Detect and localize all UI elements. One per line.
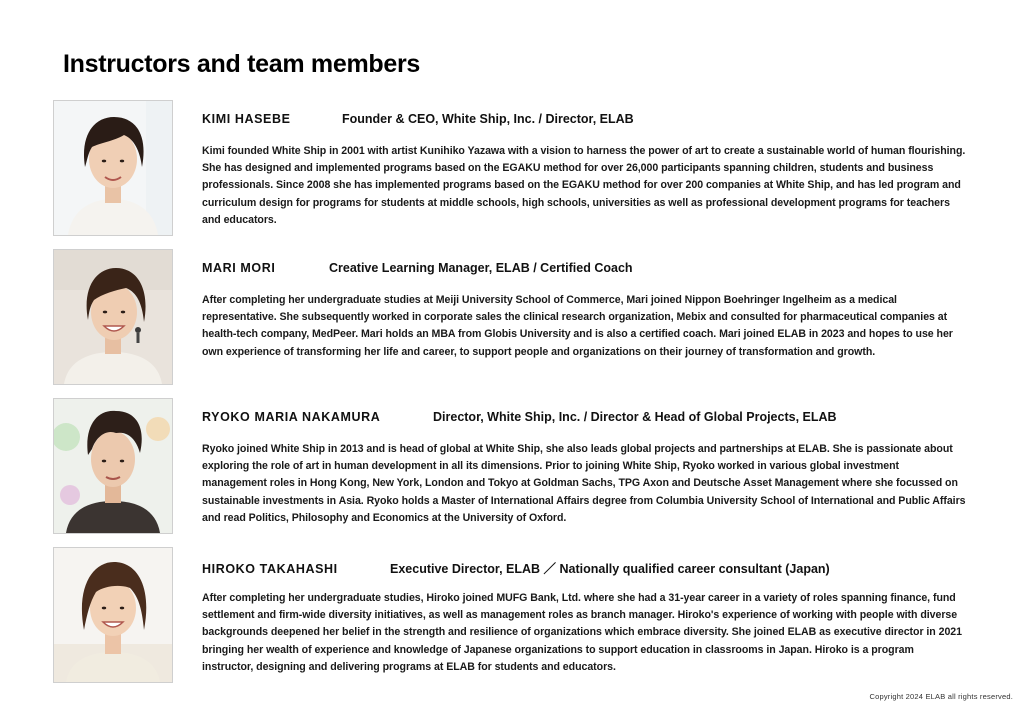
member-name: MARI MORI [202,261,276,275]
portrait-image [54,250,172,384]
member-bio: Kimi founded White Ship in 2001 with artist Kunihiko Yazawa with a vision to harness the power of art to create a sustainable world of human flourishing. She has designed and implemented programs based on the EGAKU method for over 26,000 participants spanning children, students and business professionals. Since 2008 she has implemented programs based on the EGAKU method for over 200 companies at White Ship, and has led program and curriculum design for programs for students at middle schools, high schools, universities as well as professional development programs for teachers and educators. [202,145,966,226]
member-header [202,261,633,275]
member-role: Director, White Ship, Inc. / Director & Head of Global Projects, ELAB [433,410,837,424]
member-name: KIMI HASEBE [202,112,291,126]
member-photo [53,100,173,236]
member-photo [53,547,173,683]
member-bio: Ryoko joined White Ship in 2013 and is head of global at White Ship, she also leads global projects and partnerships at ELAB. She is passionate about exploring the role of art in human development in all its dimensions. Prior to joining White Ship, Ryoko worked in various global investment management roles in Hong Kong, New York, London and Tokyo at Goldman Sachs, TPG Axon and Deutsche Asset Management where she focussed on sustainable investments in Asia. Ryoko holds a Master of International Affairs degree from Columbia University School of International and Public Affairs and read Politics, Philosophy and Economics at the University of Oxford. [202,443,966,524]
member-card-ryoko-maria-nakamura [53,398,973,536]
member-role: Executive Director, ELAB ／ Nationally qualified career consultant (Japan) [390,562,830,576]
portrait-image [54,399,172,533]
member-card-hiroko-takahashi [53,547,973,685]
member-name: RYOKO MARIA NAKAMURA [202,410,381,424]
member-photo [53,398,173,534]
portrait-image [54,101,172,235]
copyright-footer: Copyright 2024 ELAB all rights reserved. [869,692,1013,701]
member-card-mari-mori [53,249,973,387]
member-header [202,559,830,577]
member-name: HIROKO TAKAHASHI [202,562,338,576]
member-bio: After completing her undergraduate studies at Meiji University School of Commerce, Mari joined Nippon Boehringer Ingelheim as a medical representative. She subsequently worked in corporate sales the clinical research organization, Mebix and consulted for pharmaceutical companies at health-tech company, MedPeer. Mari holds an MBA from Globis University and is also a certified coach. Mari joined ELAB in 2023 and hopes to use her own experience of transforming her life and career, to support people and organizations on their journey of transformation and growth. [202,294,953,358]
member-header [202,410,837,424]
member-photo [53,249,173,385]
member-bio: After completing her undergraduate studies, Hiroko joined MUFG Bank, Ltd. where she had a 31-year career in a variety of roles spanning finance, fund settlement and firm-wide diversity initiatives, as well as management roles as branch manager. Hiroko's experience of working with people with diverse backgrounds deepened her belief in the strength and resilience of organizations which embrace diversity. She joined ELAB as executive director in 2021 bringing her wealth of experience and knowledge of Japanese organizations to support education in classrooms in Japan. Hiroko is a program instructor, designing and delivering programs at ELAB for students and educators. [202,592,962,673]
member-role: Creative Learning Manager, ELAB / Certified Coach [329,261,633,275]
member-header [202,112,634,126]
portrait-image [54,548,172,682]
member-card-kimi-hasebe [53,100,973,238]
page-title: Instructors and team members [63,50,420,78]
member-role: Founder & CEO, White Ship, Inc. / Director, ELAB [342,112,634,126]
